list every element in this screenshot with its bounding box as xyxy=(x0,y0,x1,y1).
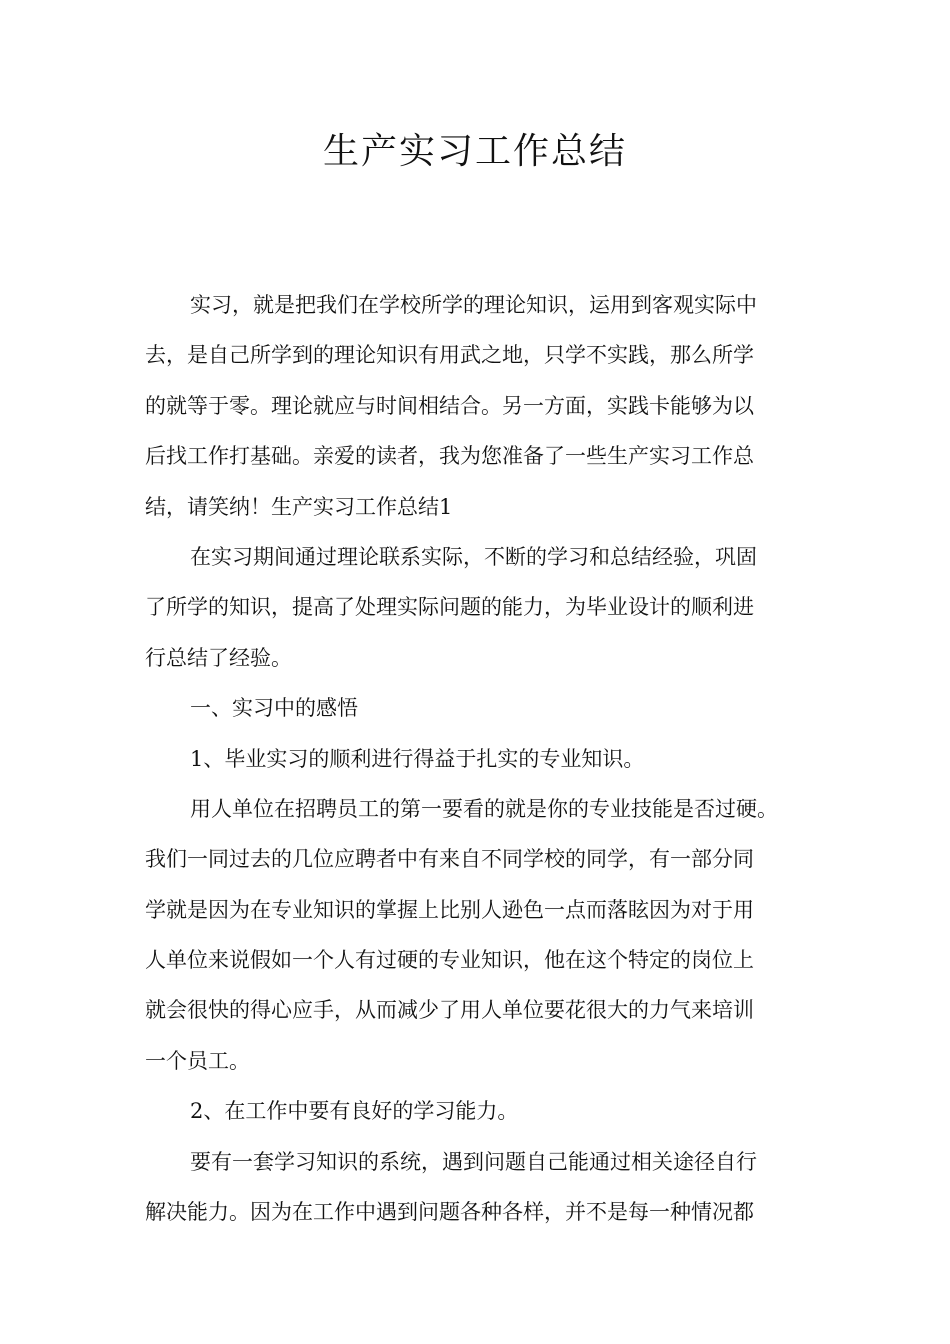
paragraph-line: 去，是自己所学到的理论知识有用武之地，只学不实践，那么所学 xyxy=(145,343,754,368)
paragraph-line: 学就是因为在专业知识的掌握上比别人逊色一点而落眩因为对于用 xyxy=(145,897,754,922)
section-heading: 一、实习中的感悟 xyxy=(190,696,358,721)
document-title: 生产实习工作总结 xyxy=(322,131,627,172)
paragraph-line: 解决能力。因为在工作中遇到问题各种各样，并不是每一种情况都 xyxy=(145,1200,754,1225)
paragraph-line: 了所学的知识，提高了处理实际问题的能力，为毕业设计的顺利进 xyxy=(145,595,754,620)
paragraph-line: 结，请笑纳！生产实习工作总结1 xyxy=(145,494,453,519)
paragraph-line: 后找工作打基础。亲爱的读者，我为您准备了一些生产实习工作总 xyxy=(145,444,754,469)
paragraph-line: 在实习期间通过理论联系实际，不断的学习和总结经验，巩固 xyxy=(190,544,757,569)
subsection-heading: 2、在工作中要有良好的学习能力。 xyxy=(190,1099,519,1124)
paragraph-line: 要有一套学习知识的系统，遇到问题自己能通过相关途径自行 xyxy=(190,1149,757,1174)
paragraph-line: 实习，就是把我们在学校所学的理论知识，运用到客观实际中 xyxy=(190,293,757,317)
paragraph-line: 的就等于零。理论就应与时间相结合。另一方面，实践卡能够为以 xyxy=(145,393,754,418)
paragraph-line: 就会很快的得心应手，从而减少了用人单位要花很大的力气来培训 xyxy=(145,998,754,1023)
paragraph-line: 人单位来说假如一个人有过硬的专业知识，他在这个特定的岗位上 xyxy=(145,948,754,973)
paragraph-line: 行总结了经验。 xyxy=(145,645,292,670)
paragraph-line: 我们一同过去的几位应聘者中有来自不同学校的同学，有一部分同 xyxy=(145,847,754,872)
paragraph-line: 用人单位在招聘员工的第一要看的就是你的专业技能是否过硬。 xyxy=(190,796,778,821)
subsection-heading: 1、毕业实习的顺利进行得益于扎实的专业知识。 xyxy=(190,746,645,771)
paragraph-line: 一个员工。 xyxy=(145,1048,250,1073)
document-body xyxy=(145,280,835,1237)
